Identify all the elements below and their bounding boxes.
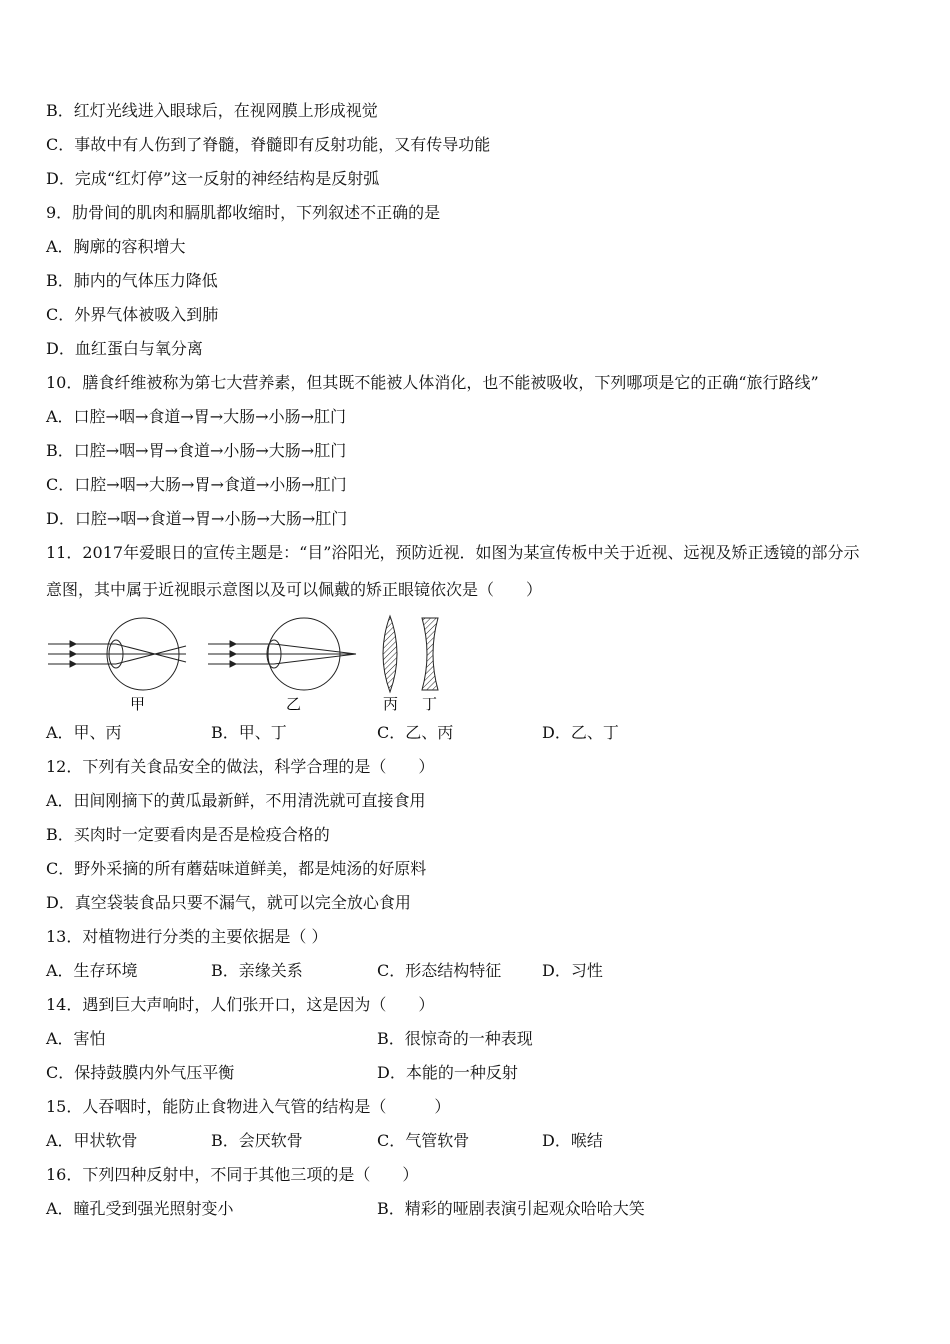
q11-stem-line2: 意图，其中属于近视眼示意图以及可以佩戴的矫正眼镜依次是（ ）: [46, 580, 543, 599]
q12-option-b: B．买肉时一定要看肉是否是检疫合格的: [46, 825, 330, 844]
q10-option-b: B．口腔→咽→胃→食道→小肠→大肠→肛门: [46, 441, 347, 460]
q9-option-c: C．外界气体被吸入到肺: [46, 305, 219, 324]
q10-option-d: D．口腔→咽→食道→胃→小肠→大肠→肛门: [46, 509, 348, 528]
q11-option-d: D．乙、丁: [542, 723, 619, 742]
q15-option-a: A．甲状软骨: [46, 1131, 138, 1150]
q11-option-b: B．甲、丁: [211, 723, 287, 742]
q16-option-b: B．精彩的哑剧表演引起观众哈哈大笑: [377, 1199, 645, 1218]
q16-stem: 16．下列四种反射中，不同于其他三项的是（ ）: [46, 1165, 419, 1184]
q14-stem: 14．遇到巨大声响时，人们张开口，这是因为（ ）: [46, 995, 435, 1014]
q16-option-a: A．瞳孔受到强光照射变小: [46, 1199, 234, 1218]
q9-option-a: A．胸廓的容积增大: [46, 237, 186, 256]
q12-option-d: D．真空袋装食品只要不漏气，就可以完全放心食用: [46, 893, 411, 912]
q13-option-c: C．形态结构特征: [377, 961, 502, 980]
q11-stem-line1: 11．2017年爱眼日的宣传主题是：“目”浴阳光，预防近视．如图为某宣传板中关于近视、远视及矫正透镜的部分示: [46, 543, 860, 562]
q8-option-c: C．事故中有人伤到了脊髓，脊髓即有反射功能，又有传导功能: [46, 135, 491, 154]
q10-option-c: C．口腔→咽→大肠→胃→食道→小肠→肛门: [46, 475, 347, 494]
q15-stem: 15．人吞咽时，能防止食物进入气管的结构是（ ）: [46, 1097, 451, 1116]
q15-option-c: C．气管软骨: [377, 1131, 470, 1150]
q12-option-a: A．田间刚摘下的黄瓜最新鲜，不用清洗就可直接食用: [46, 791, 426, 810]
concave-lens-ding: [422, 618, 438, 690]
q9-stem: 9．肋骨间的肌肉和膈肌都收缩时，下列叙述不正确的是: [46, 203, 441, 222]
q14-option-d: D．本能的一种反射: [377, 1063, 518, 1082]
q10-stem: 10．膳食纤维被称为第七大营养素，但其既不能被人体消化，也不能被吸收，下列哪项是它的正确“旅行路线”: [46, 373, 819, 392]
q9-option-b: B．肺内的气体压力降低: [46, 271, 218, 290]
q12-option-c: C．野外采摘的所有蘑菇味道鲜美，都是炖汤的好原料: [46, 859, 427, 878]
q13-option-b: B．亲缘关系: [211, 961, 303, 980]
q15-option-b: B．会厌软骨: [211, 1131, 303, 1150]
q14-option-b: B．很惊奇的一种表现: [377, 1029, 533, 1048]
label-jia: 甲: [130, 695, 146, 712]
q11-option-a: A．甲、丙: [46, 723, 122, 742]
q8-option-d: D．完成“红灯停”这一反射的神经结构是反射弧: [46, 169, 380, 188]
q13-option-a: A．生存环境: [46, 961, 138, 980]
eye-jia: [48, 618, 186, 690]
q15-option-d: D．喉结: [542, 1131, 603, 1150]
label-bing: 丙: [383, 695, 399, 712]
label-yi: 乙: [286, 695, 302, 712]
convex-lens-bing: [383, 616, 397, 692]
eye-lens-figure: [46, 612, 446, 712]
q8-option-b: B．红灯光线进入眼球后，在视网膜上形成视觉: [46, 101, 378, 120]
eye-yi: [208, 618, 356, 690]
q14-option-c: C．保持鼓膜内外气压平衡: [46, 1063, 235, 1082]
q12-stem: 12．下列有关食品安全的做法，科学合理的是（ ）: [46, 757, 435, 776]
q11-option-c: C．乙、丙: [377, 723, 454, 742]
q13-option-d: D．习性: [542, 961, 603, 980]
label-ding: 丁: [422, 695, 438, 712]
q10-option-a: A．口腔→咽→食道→胃→大肠→小肠→肛门: [46, 407, 346, 426]
q9-option-d: D．血红蛋白与氧分离: [46, 339, 203, 358]
q13-stem: 13．对植物进行分类的主要依据是（ ）: [46, 927, 328, 946]
q14-option-a: A．害怕: [46, 1029, 106, 1048]
